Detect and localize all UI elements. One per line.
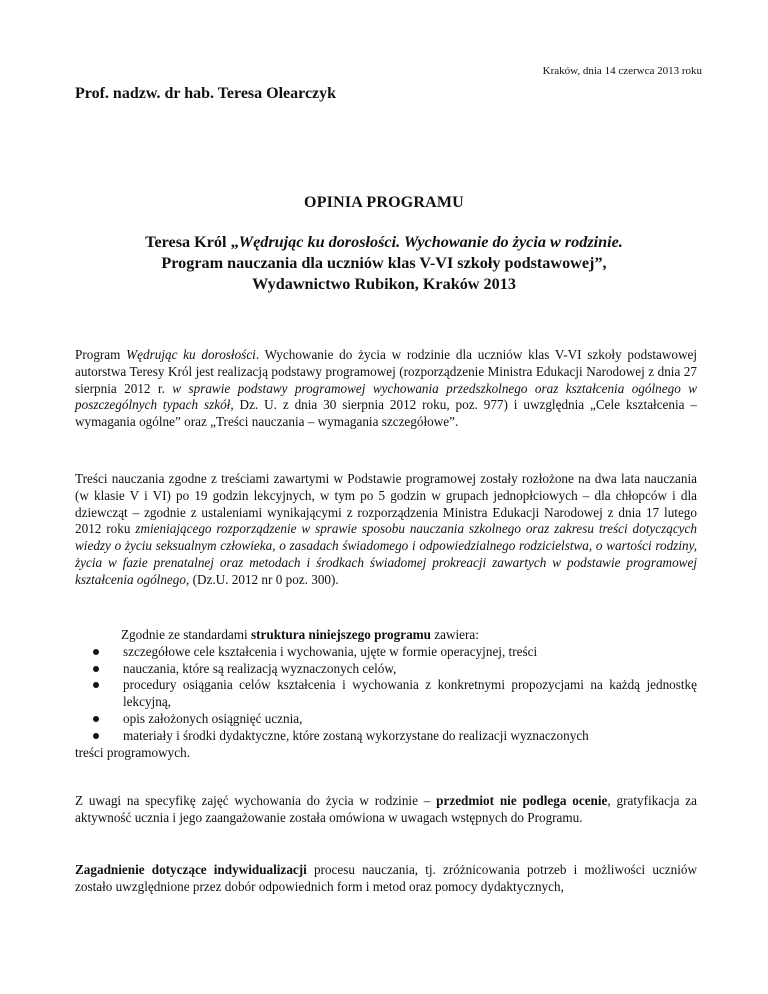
subtitle-line-2: Program nauczania dla uczniów klas V-VI szkoły podstawowej”, — [161, 254, 607, 272]
list-item-text: materiały i środki dydaktyczne, które zostaną wykorzystane do realizacji wyznaczonych — [123, 727, 589, 743]
subtitle-author: Teresa Król „ — [145, 233, 239, 251]
bullet-icon — [93, 733, 99, 739]
p3-text-a: Z uwagi na specyfikę zajęć wychowania do życia w rodzinie – — [75, 793, 437, 808]
bullet-icon — [93, 649, 99, 655]
subtitle-program-title: Wędrując ku dorosłości. Wychowanie do życia w rodzinie. — [238, 233, 623, 251]
bullet-icon — [93, 666, 99, 672]
p2-text-a: Treści nauczania zgodne z treściami zawartymi w Podstawie programowej zostały rozłożone na dwa lata nauczania (w klasie V i VI) po 19 godzin lekcyjnych, w tym po 5 godzin w grupach jednopłciowych – dla chłopców i dla dziewcząt – zgodnie z ustaleniami wynikającymi z rozporządzenia Ministra Edukacji Narodowej z dnia 17 lutego 2012 roku — [75, 471, 697, 537]
bullet-icon — [93, 682, 99, 688]
p1-italic-regulation: w sprawie podstawy programowej wychowania przedszkolnego oraz kształcenia ogólnego w poszczególnych typach szkół — [75, 380, 697, 413]
document-title: OPINIA PROGRAMU — [304, 194, 464, 211]
subtitle-line-1 — [60, 232, 708, 253]
program-structure-list — [75, 627, 697, 761]
list-item — [75, 644, 697, 661]
paragraph-program-basis — [75, 347, 697, 431]
paragraph-content-distribution — [75, 471, 697, 589]
list-intro-bold: struktura niniejszego programu — [251, 627, 431, 642]
author-name: Prof. nadzw. dr hab. Teresa Olearczyk — [75, 85, 337, 102]
p1-text-e: , Dz. U. z dnia 30 sierpnia 2012 roku, poz. 977) i uwzględnia „Cele kształcenia – wymagania ogólne” oraz „Treści nauczania – wymagania szczegółowe”. — [75, 397, 698, 430]
list-continuation: treści programowych. — [75, 744, 190, 760]
bullet-list — [75, 644, 697, 745]
list-item-text: procedury osiągania celów kształcenia i wychowania z konkretnymi propozycjami na każdą jednostkę lekcyjną, — [123, 677, 697, 710]
p2-text-c: (Dz.U. 2012 nr 0 poz. 300). — [189, 571, 339, 587]
list-item-text: opis założonych osiągnięć ucznia, — [123, 710, 303, 726]
list-intro-text-a: Zgodnie ze standardami — [121, 627, 251, 642]
p1-text-c: . Wychowanie do życia w rodzinie dla uczniów klas V-VI szkoły podstawowej autorstwa Teresy Król jest realizacją podstawy programowej (rozporządzenie Ministra Edukacji Narodowej z dnia 27 sierpnia 2012 r. — [75, 347, 698, 396]
list-item — [75, 711, 697, 728]
p2-italic-regulation: zmieniającego rozporządzenie w sprawie sposobu nauczania szkolnego oraz zakresu treści dotyczących wiedzy o życiu seksualnym człowieka, o zasadach świadomego i odpowiedzialnego rodzicielstwa, o wartości rodziny, życia w fazie prenatalnej oraz metodach i środkach świadomej prokreacji zawartych w podstawie programowej kształcenia ogólnego, — [75, 521, 697, 587]
list-item — [75, 661, 697, 678]
list-item-text: nauczania, które są realizacją wyznaczonych celów, — [123, 660, 397, 676]
subtitle-line-3: Wydawnictwo Rubikon, Kraków 2013 — [252, 275, 516, 293]
list-intro — [75, 627, 697, 644]
paragraph-individualization — [75, 862, 697, 896]
p1-text-a: Program — [75, 347, 127, 362]
p4-text-b: procesu nauczania, tj. zróżnicowania potrzeb i możliwości uczniów zostało uwzględnione przez dobór odpowiednich form i metod oraz pomocy dydaktycznych, — [75, 862, 698, 894]
p1-italic-title: Wędrując ku dorosłości — [126, 347, 256, 362]
paragraph-assessment — [75, 793, 697, 827]
p3-bold: przedmiot nie podlega ocenie — [436, 793, 608, 808]
date-place-line: Kraków, dnia 14 czerwca 2013 roku — [542, 65, 702, 77]
list-item-text: szczegółowe cele kształcenia i wychowania, ujęte w formie operacyjnej, treści — [123, 643, 538, 659]
list-item — [75, 728, 697, 745]
bullet-icon — [93, 716, 99, 722]
p3-text-c: , gratyfikacja za aktywność ucznia i jego zaangażowanie została omówiona w uwagach wstępnych do Programu. — [75, 793, 697, 825]
list-item — [75, 677, 697, 711]
program-subtitle — [60, 232, 708, 295]
p4-bold: Zagadnienie dotyczące indywidualizacji — [75, 862, 307, 877]
list-intro-text-c: zawiera: — [430, 627, 479, 642]
